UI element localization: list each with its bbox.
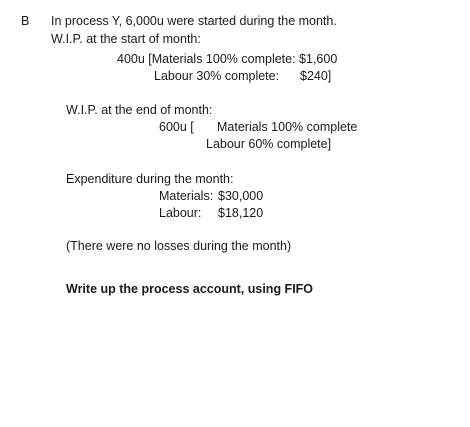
wip-start-heading: W.I.P. at the start of month: (51, 32, 201, 46)
wip-end-labour: Labour 60% complete] (206, 137, 332, 151)
expenditure-materials-label: Materials: (159, 189, 214, 203)
expenditure-heading: Expenditure during the month: (66, 172, 234, 186)
expenditure-labour-value: $18,120 (218, 206, 264, 220)
wip-start-labour-value: $240] (300, 69, 332, 83)
wip-start-labour-label: Labour 30% complete: (154, 69, 280, 83)
expenditure-materials-value: $30,000 (218, 189, 264, 203)
wip-end-heading: W.I.P. at the end of month: (66, 103, 213, 117)
wip-end-materials: Materials 100% complete (217, 120, 358, 134)
wip-end-units: 600u [ (159, 120, 194, 134)
task-instruction: Write up the process account, using FIFO (66, 282, 314, 296)
losses-note: (There were no losses during the month) (66, 239, 292, 253)
wip-start-materials: 400u [Materials 100% complete: $1,600 (117, 52, 338, 66)
expenditure-labour-label: Labour: (159, 206, 202, 220)
section-letter: B (21, 14, 30, 28)
intro-line-1: In process Y, 6,000u were started during the month. (51, 14, 337, 28)
